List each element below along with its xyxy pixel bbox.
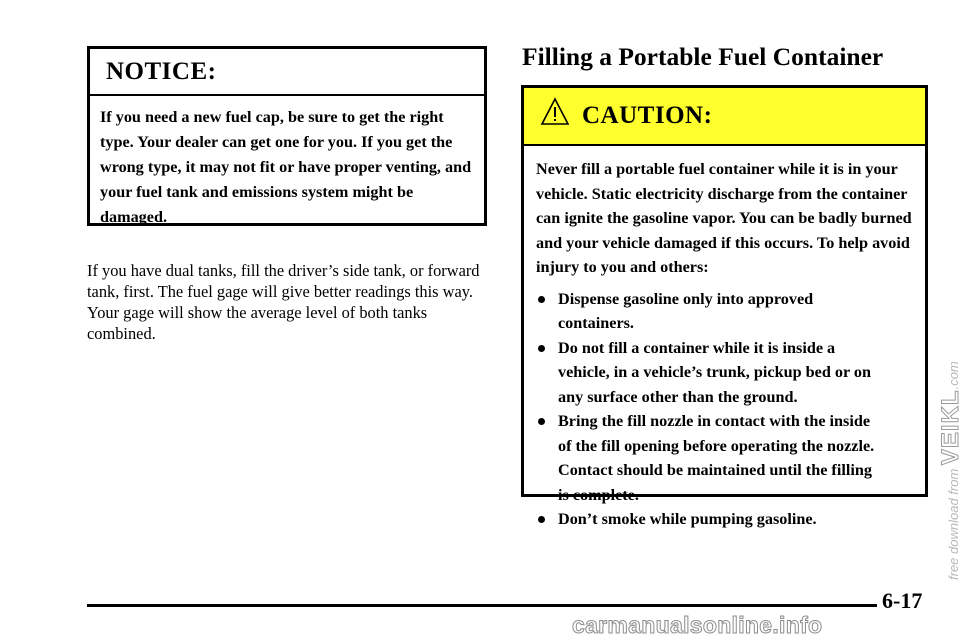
caution-bullet-list — [536, 287, 913, 532]
bottom-watermark: carmanualsonline.info — [572, 612, 823, 638]
dual-tanks-paragraph: If you have dual tanks, fill the driver’s side tank, or forward tank, first. The fuel gage will give better readings this way. Your gage will show the average level of both tanks combined. — [87, 261, 480, 344]
page-number: 6-17 — [882, 588, 923, 613]
notice-body: If you need a new fuel cap, be sure to get the right type. Your dealer can get one for you. If you get the wrong type, it may not fit or have proper venting, and your fuel tank and emissions system might be damaged. — [100, 108, 472, 226]
notice-title: NOTICE: — [106, 57, 217, 85]
caution-box — [521, 85, 928, 528]
side-watermark — [937, 361, 965, 580]
section-heading: Filling a Portable Fuel Container — [522, 42, 884, 71]
notice-box — [87, 46, 487, 226]
list-item: Dispense gasoline only into approved containers. — [536, 287, 878, 336]
caution-title: CAUTION: — [582, 102, 713, 129]
notice-header — [90, 49, 484, 96]
side-watermark-brand: VEIKL — [937, 389, 964, 466]
side-watermark-suffix: .com — [946, 361, 961, 390]
list-item: Do not fill a container while it is inside a vehicle, in a vehicle’s trunk, pickup bed or on any surface other than the ground. — [536, 336, 878, 410]
list-item: Don’t smoke while pumping gasoline. — [536, 507, 878, 532]
footer-rule — [87, 604, 877, 607]
warning-triangle-icon — [540, 97, 570, 127]
list-item: Bring the fill nozzle in contact with the inside of the fill opening before operating the nozzle. Contact should be maintained until the filling is complete. — [536, 409, 878, 507]
side-watermark-prefix: free download from — [946, 465, 961, 580]
caution-intro: Never fill a portable fuel container while it is in your vehicle. Static electricity discharge from the container can ignite the gasoline vapor. You can be badly burned and your vehicle damaged if this occurs. To help avoid injury to you and others: — [536, 160, 912, 276]
caution-header — [524, 88, 925, 146]
caution-body — [524, 146, 925, 532]
